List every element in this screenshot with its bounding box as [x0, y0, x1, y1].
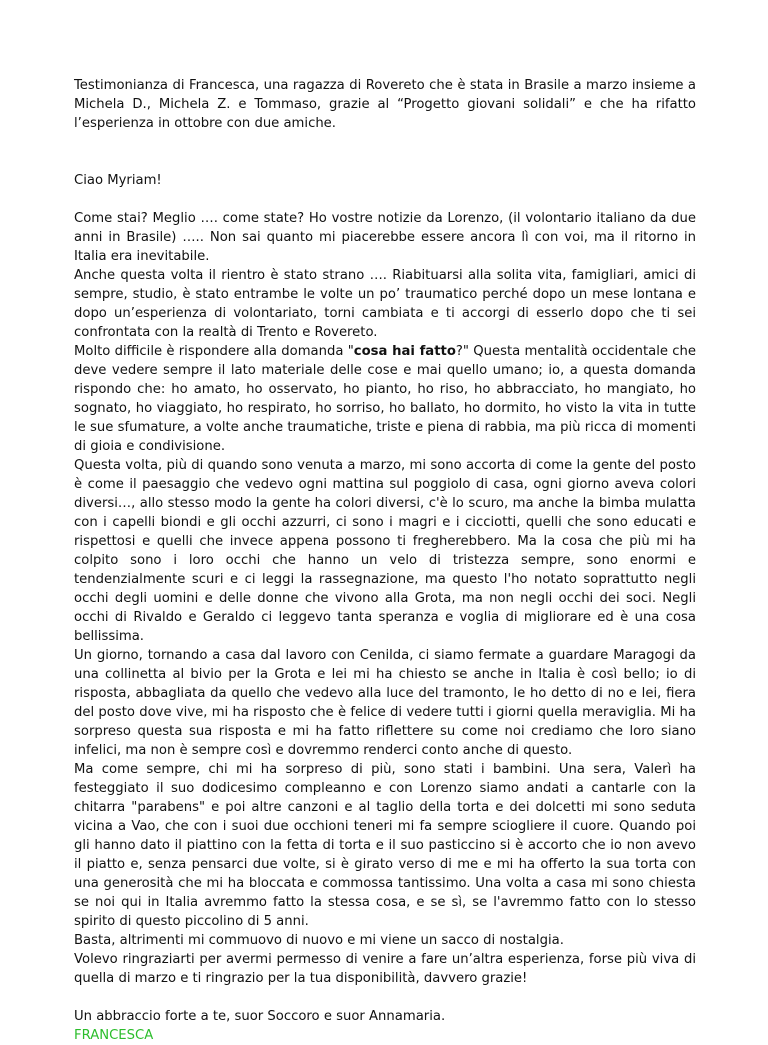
body-paragraph-2: Anche questa volta il rientro è stato strano …. Riabituarsi alla solita vita, famigliari, amici di sempre, studio, è stato entrambe le volte un po’ traumatico perché dopo un mese lontana e dopo un’esperienza di volontariato, torni cambiata e ti accorgi di esserlo dopo che ti sei confrontata con la realtà di Trento e Rovereto.: [74, 268, 696, 340]
spacer: [74, 190, 696, 209]
closing-line: Un abbraccio forte a te, suor Soccoro e suor Annamaria.: [74, 1009, 446, 1024]
body-paragraph-1: Come stai? Meglio …. come state? Ho vostre notizie da Lorenzo, (il volontario italiano da due anni in Brasile) ….. Non sai quanto mi piacerebbe essere ancora lì con voi, ma il ritorno in Italia era inevitabile.: [74, 211, 696, 264]
body-paragraph-8: Volevo ringraziarti per avermi permesso di venire a fare un’altra esperienza, forse più viva di quella di marzo e ti ringrazio per la tua disponibilità, davvero grazie!: [74, 952, 696, 986]
body-paragraph-6: Ma come sempre, chi mi ha sorpreso di più, sono stati i bambini. Una sera, Valerì ha festeggiato il suo dodicesimo compleanno e con Lorenzo siamo andati a cantarle con la chitarra "parabens" e poi altre canzoni e al taglio della torta e dei dolcetti mi sono seduta vicina a Vao, che con i suoi due occhioni teneri mi fa sempre sciogliere il cuore. Quando poi gli hanno dato il piattino con la fetta di torta e il suo pasticcino si è accorto che io non avevo il piatto e, senza pensarci due volte, si è girato verso di me e mi ha offerto la sua torta con una generosità che mi ha bloccata e commossa tantissimo. Una volta a casa mi sono chiesta se noi qui in Italia avremmo fatto la stessa cosa, e se sì, se l'avremmo fatto con lo stesso spirito di questo piccolino di 5 anni.: [74, 762, 696, 929]
body-paragraph-4: Questa volta, più di quando sono venuta a marzo, mi sono accorta di come la gente del posto è come il paesaggio che vedevo ogni mattina sul poggiolo di casa, ogni giorno aveva colori diversi…, allo stesso modo la gente ha colori diversi, c'è lo scuro, ma anche la bimba mulatta con i capelli biondi e gli occhi azzurri, ci sono i magri e i cicciotti, quelli che sono educati e rispettosi e quelli che invece appena possono ti fregherebbero. Ma la cosa che più mi ha colpito sono i loro occhi che hanno un velo di tristezza sempre, sono enormi e tendenzialmente scuri e ci leggi la rassegnazione, ma questo l'ho notato soprattutto negli occhi degli uomini e delle donne che vivono alla Grota, ma non negli occhi dei soci. Negli occhi di Rivaldo e Geraldo ci leggevo tanta speranza e voglia di migliorare ed è una cosa bellissima.: [74, 458, 696, 644]
letter-page: [74, 76, 696, 1045]
signature: FRANCESCA: [74, 1028, 154, 1043]
body-paragraph-5: Un giorno, tornando a casa dal lavoro con Cenilda, ci siamo fermate a guardare Maragogi da una collinetta al bivio per la Grota e lei mi ha chiesto se anche in Italia è così bello; io di risposta, abbagliata da quello che vedevo alla luce del tramonto, le ho detto di no e lei, fiera del posto dove vive, mi ha risposto che è felice di vedere tutti i giorni quella meraviglia. Mi ha sorpreso questa sua risposta e mi ha fatto riflettere su come noi crediamo che loro siano infelici, ma non è sempre così e dovremmo renderci conto anche di questo.: [74, 648, 696, 758]
spacer: [74, 133, 696, 171]
question-tail: ?" Questa mentalità occidentale che deve vedere sempre il lato materiale delle cose e mai quello umano; io, a questa domanda rispondo che: ho amato, ho osservato, ho pianto, ho riso, ho abbracciato, ho mangiato, ho sognato, ho viaggiato, ho respirato, ho sorriso, ho ballato, ho dormito, ho visto la vita in tutte le sue sfumature, a volte anche traumatiche, triste e piena di rabbia, ma più ricca di momenti di gioia e condivisione.: [74, 344, 696, 454]
question-bold: cosa hai fatto: [353, 344, 456, 359]
body-paragraph-3: [74, 342, 696, 456]
intro-paragraph: Testimonianza di Francesca, una ragazza di Rovereto che è stata in Brasile a marzo insieme a Michela D., Michela Z. e Tommaso, grazie al “Progetto giovani solidali” e che ha rifatto l’esperienza in ottobre con due amiche.: [74, 78, 696, 131]
greeting: Ciao Myriam!: [74, 173, 162, 188]
body-paragraph-7: Basta, altrimenti mi commuovo di nuovo e mi viene un sacco di nostalgia.: [74, 933, 564, 948]
spacer: [74, 988, 696, 1007]
question-lead: Molto difficile è rispondere alla domanda ": [74, 344, 354, 359]
